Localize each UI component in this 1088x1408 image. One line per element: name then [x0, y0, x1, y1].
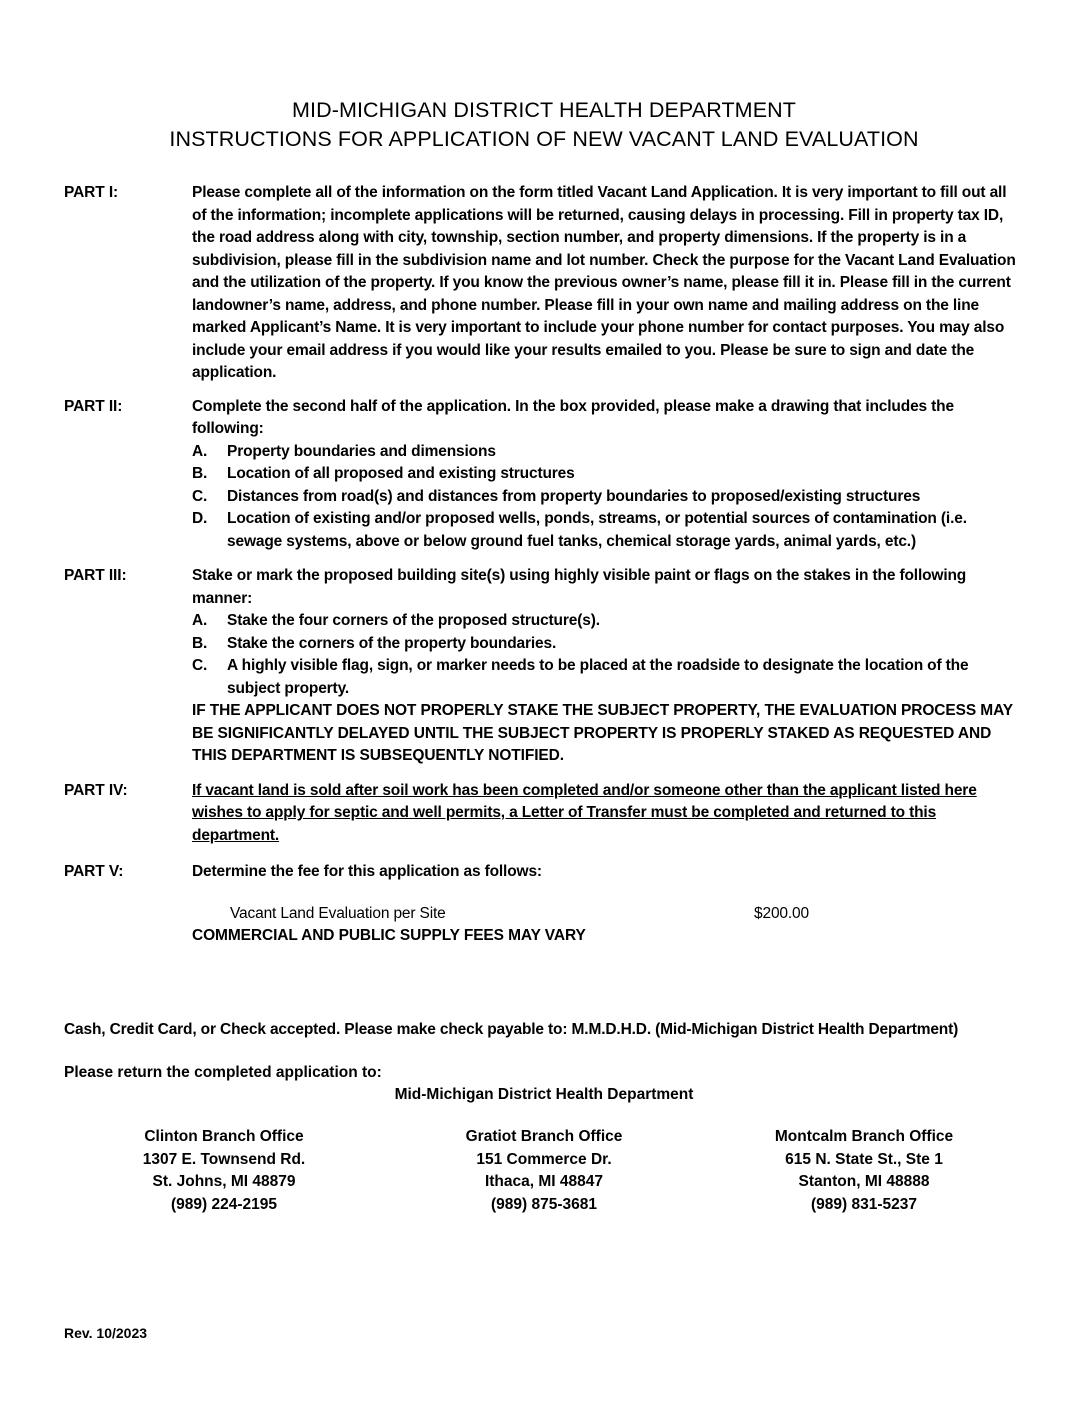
office-clinton — [64, 1126, 384, 1216]
part-iii-intro — [192, 565, 1024, 610]
section-part-i — [64, 182, 1024, 385]
section-part-ii — [64, 396, 1024, 554]
part-v-label: PART V: — [64, 863, 124, 880]
part-i-label: PART I: — [64, 184, 119, 201]
list-marker: B. — [192, 465, 208, 482]
part-iv-label: PART IV: — [64, 781, 128, 799]
return-agency-name: Mid-Michigan District Health Department — [394, 1086, 694, 1103]
document-body — [64, 182, 1024, 948]
office-city-state-zip: Stanton, MI 48888 — [798, 1173, 930, 1190]
office-gratiot — [384, 1126, 704, 1216]
list-item-text: A highly visible flag, sign, or marker needs to be placed at the roadside to designate the location of the subject property. — [227, 657, 969, 697]
list-item — [192, 486, 1024, 509]
part-ii-label: PART II: — [64, 397, 123, 415]
part-iii-sublist — [192, 610, 1024, 700]
list-item — [192, 655, 1024, 700]
part-iii-body — [192, 565, 1024, 768]
page-title-line-1: MID-MICHIGAN DISTRICT HEALTH DEPARTMENT — [292, 98, 796, 122]
list-item — [192, 441, 1024, 464]
office-phone: (989) 224-2195 — [171, 1195, 277, 1213]
list-item-text: Stake the corners of the property boundaries. — [227, 634, 557, 652]
office-name: Gratiot Branch Office — [465, 1128, 623, 1145]
office-phone: (989) 831-5237 — [811, 1195, 917, 1213]
payment-text-after: (Mid-Michigan District Health Department) — [650, 1021, 959, 1038]
office-montcalm — [704, 1126, 1024, 1216]
list-item-text: Stake the four corners of the proposed structure(s). — [227, 612, 600, 629]
office-street: 151 Commerce Dr. — [476, 1150, 612, 1168]
office-phone: (989) 875-3681 — [491, 1195, 597, 1213]
section-part-v — [64, 861, 1024, 948]
part-iv-paragraph: If vacant land is sold after soil work has been completed and/or someone other than the applicant listed here wishes to apply for septic and well permits, a Letter of Transfer must be completed and returned to this department. — [192, 781, 977, 844]
revision-footer: Rev. 10/2023 — [64, 1325, 148, 1341]
part-ii-body — [192, 396, 1024, 554]
part-iii-label: PART III: — [64, 567, 127, 584]
part-v-body — [192, 861, 1024, 948]
fee-description: Vacant Land Evaluation per Site — [230, 904, 446, 922]
list-item — [192, 463, 1024, 486]
payment-text-before: Cash, Credit Card, or Check accepted. Please make check payable to: — [64, 1021, 572, 1038]
payment-instructions — [64, 1019, 1044, 1042]
office-name: Montcalm Branch Office — [774, 1128, 954, 1145]
list-item — [192, 633, 1024, 656]
list-item-text: Location of all proposed and existing structures — [227, 465, 575, 482]
office-name: Clinton Branch Office — [144, 1128, 304, 1145]
payee-abbreviation: M.M.D.H.D. — [571, 1021, 651, 1038]
fee-row — [192, 903, 1024, 926]
part-iii-intro-after: on the stakes in the following manner: — [192, 567, 967, 607]
staking-warning-text: IF THE APPLICANT DOES NOT PROPERLY STAKE THE SUBJECT PROPERTY, THE EVALUATION PROCESS MAY BE SIGNIFICANTLY DELAYED UNTIL THE SUBJECT PROPERTY IS PROPERLY STAKED AS REQUESTED AND THIS DEPARTMENT IS SUBSEQUENTLY NOTIFIED. — [192, 702, 1013, 764]
branch-offices — [64, 1126, 1024, 1216]
office-city-state-zip: St. Johns, MI 48879 — [152, 1173, 296, 1190]
list-marker: C. — [192, 487, 208, 505]
section-part-iii — [64, 565, 1024, 768]
return-instructions: Please return the completed application to: — [64, 1064, 382, 1081]
office-street: 1307 E. Townsend Rd. — [142, 1150, 306, 1168]
part-iii-intro-before: Stake or mark the proposed building site(s) using — [192, 567, 554, 584]
fee-amount: $200.00 — [754, 904, 809, 922]
part-i-body — [192, 182, 1024, 385]
part-iii-emphasis: highly visible paint or flags — [553, 567, 750, 584]
page-title-line-2: INSTRUCTIONS FOR APPLICATION OF NEW VACANT LAND EVALUATION — [169, 127, 919, 151]
list-marker: D. — [192, 510, 208, 527]
part-iv-body — [192, 780, 1024, 848]
list-item — [192, 508, 1024, 553]
office-street: 615 N. State St., Ste 1 — [785, 1150, 943, 1168]
part-ii-sublist — [192, 441, 1024, 554]
list-marker: B. — [192, 634, 208, 652]
list-item-text: Property boundaries and dimensions — [227, 442, 496, 460]
list-item-text: Location of existing and/or proposed wells, ponds, streams, or potential sources of contamination (i.e. sewage systems, above or below ground fuel tanks, chemical storage yards, animal yards, etc.) — [227, 510, 967, 550]
list-marker: C. — [192, 657, 208, 674]
office-city-state-zip: Ithaca, MI 48847 — [484, 1173, 604, 1190]
part-ii-intro: Complete the second half of the application. In the box provided, please make a drawing that includes the following: — [192, 397, 954, 437]
list-marker: A. — [192, 442, 208, 460]
list-item — [192, 610, 1024, 633]
part-i-paragraph: Please complete all of the information on the form titled Vacant Land Application. It is very important to fill out all of the information; incomplete applications will be returned, causing delays in processing. Fill in property tax ID, the road address along with city, township, section number, and property dimensions. If the property is in a subdivision, please fill in the subdivision name and lot number. Check the purpose for the Vacant Land Evaluation and the utilization of the property. If you know the previous owner’s name, please fill it in. Please fill in the current landowner’s name, address, and phone number. Please fill in your own name and mailing address on the line marked Applicant’s Name. It is very important to include your phone number for contact purposes. You may also include your email address if you would like your results emailed to you. Please be sure to sign and date the application. — [192, 184, 1016, 381]
section-part-iv — [64, 780, 1024, 848]
list-marker: A. — [192, 612, 208, 629]
list-item-text: Distances from road(s) and distances from property boundaries to proposed/existing structures — [227, 487, 921, 505]
part-v-intro: Determine the fee for this application as follows: — [192, 863, 542, 880]
fee-variability-note: COMMERCIAL AND PUBLIC SUPPLY FEES MAY VARY — [192, 927, 586, 944]
document-header — [0, 96, 1088, 154]
